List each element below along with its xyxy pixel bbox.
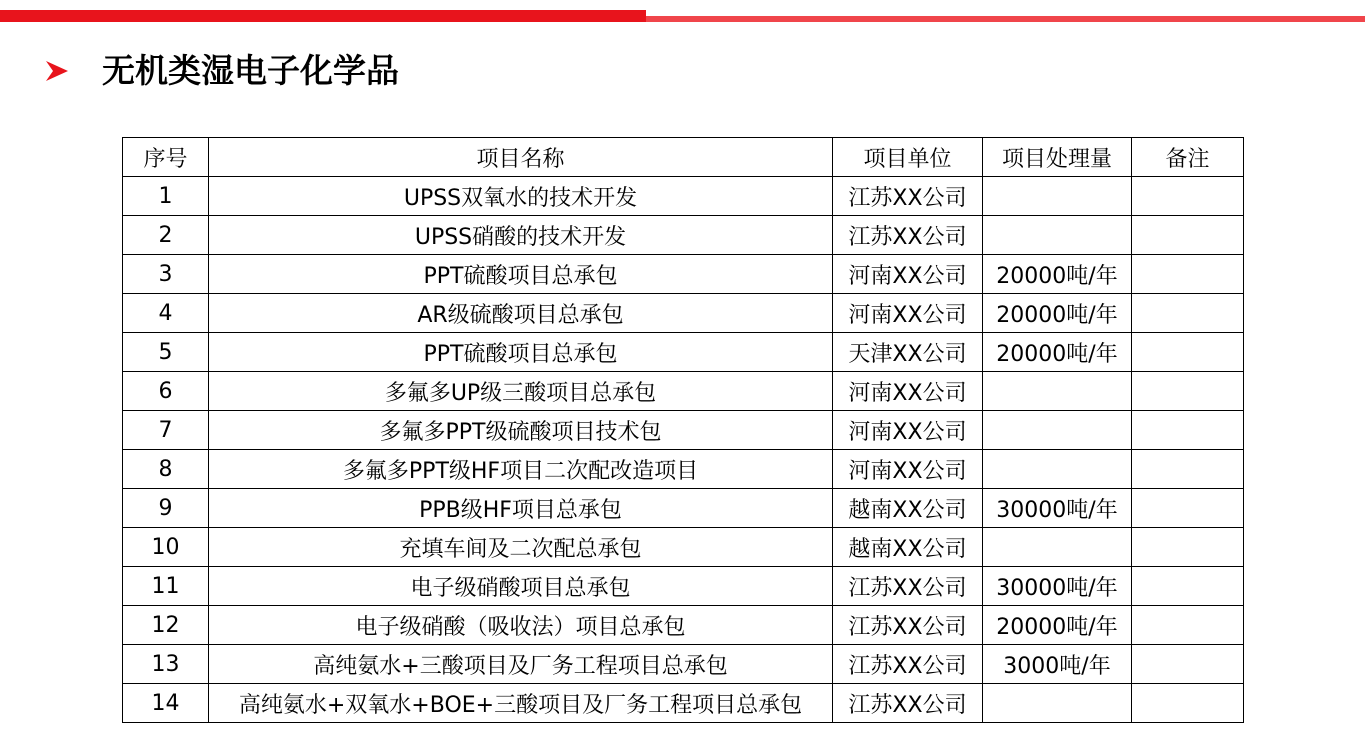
table-cell-capacity: 20000吨/年 xyxy=(983,255,1132,294)
table-row xyxy=(123,606,1244,645)
table-row xyxy=(123,528,1244,567)
table-header-col-company: 项目单位 xyxy=(833,138,983,177)
table-cell-capacity xyxy=(983,177,1132,216)
table-cell-index: 12 xyxy=(123,606,209,645)
table-row xyxy=(123,645,1244,684)
table-cell-remark xyxy=(1132,255,1244,294)
table-cell-index: 8 xyxy=(123,450,209,489)
table-cell-capacity: 20000吨/年 xyxy=(983,606,1132,645)
table-header-col-remark: 备注 xyxy=(1132,138,1244,177)
table-header-row xyxy=(123,138,1244,177)
table-cell-remark xyxy=(1132,333,1244,372)
table-cell-remark xyxy=(1132,411,1244,450)
table-cell-project-name: PPT硫酸项目总承包 xyxy=(209,333,833,372)
table-row xyxy=(123,489,1244,528)
table-cell-remark xyxy=(1132,450,1244,489)
table-cell-company: 江苏XX公司 xyxy=(833,606,983,645)
table-cell-project-name: UPSS硝酸的技术开发 xyxy=(209,216,833,255)
table-row xyxy=(123,684,1244,723)
table-cell-capacity: 3000吨/年 xyxy=(983,645,1132,684)
table-cell-capacity xyxy=(983,411,1132,450)
top-accent-bar-thin xyxy=(646,16,1365,22)
table-cell-index: 11 xyxy=(123,567,209,606)
table-cell-capacity xyxy=(983,684,1132,723)
table-header-col-project-name: 项目名称 xyxy=(209,138,833,177)
table-cell-company: 河南XX公司 xyxy=(833,450,983,489)
table-cell-index: 3 xyxy=(123,255,209,294)
table-row xyxy=(123,333,1244,372)
table-cell-company: 河南XX公司 xyxy=(833,411,983,450)
table-cell-index: 13 xyxy=(123,645,209,684)
table-cell-index: 5 xyxy=(123,333,209,372)
table-row xyxy=(123,177,1244,216)
table-cell-index: 1 xyxy=(123,177,209,216)
top-accent-bar-thick xyxy=(0,10,646,22)
table-cell-company: 越南XX公司 xyxy=(833,528,983,567)
table-cell-project-name: PPB级HF项目总承包 xyxy=(209,489,833,528)
table-row xyxy=(123,450,1244,489)
table-body xyxy=(123,177,1244,723)
table-cell-project-name: 电子级硝酸项目总承包 xyxy=(209,567,833,606)
table-row xyxy=(123,294,1244,333)
table-cell-company: 河南XX公司 xyxy=(833,255,983,294)
table-cell-company: 河南XX公司 xyxy=(833,372,983,411)
table-cell-project-name: 多氟多PPT级HF项目二次配改造项目 xyxy=(209,450,833,489)
table-cell-index: 10 xyxy=(123,528,209,567)
table-cell-company: 越南XX公司 xyxy=(833,489,983,528)
table-cell-index: 7 xyxy=(123,411,209,450)
table-cell-remark xyxy=(1132,294,1244,333)
table-header-col-index: 序号 xyxy=(123,138,209,177)
table-cell-project-name: PPT硫酸项目总承包 xyxy=(209,255,833,294)
table-cell-remark xyxy=(1132,177,1244,216)
table-cell-company: 江苏XX公司 xyxy=(833,177,983,216)
table-cell-company: 天津XX公司 xyxy=(833,333,983,372)
page-title: 无机类湿电子化学品 xyxy=(102,51,399,90)
table-cell-remark xyxy=(1132,372,1244,411)
table-cell-project-name: 高纯氨水+三酸项目及厂务工程项目总承包 xyxy=(209,645,833,684)
table-cell-index: 2 xyxy=(123,216,209,255)
table-cell-project-name: UPSS双氧水的技术开发 xyxy=(209,177,833,216)
table-cell-capacity xyxy=(983,372,1132,411)
table-row xyxy=(123,411,1244,450)
table-cell-project-name: 多氟多UP级三酸项目总承包 xyxy=(209,372,833,411)
table-cell-index: 4 xyxy=(123,294,209,333)
table-header-col-capacity: 项目处理量 xyxy=(983,138,1132,177)
table-cell-project-name: 多氟多PPT级硫酸项目技术包 xyxy=(209,411,833,450)
table-cell-remark xyxy=(1132,606,1244,645)
table-cell-capacity xyxy=(983,216,1132,255)
table-cell-project-name: AR级硫酸项目总承包 xyxy=(209,294,833,333)
table-cell-capacity xyxy=(983,528,1132,567)
table-cell-index: 9 xyxy=(123,489,209,528)
table-cell-capacity: 20000吨/年 xyxy=(983,294,1132,333)
table-cell-remark xyxy=(1132,489,1244,528)
projects-table xyxy=(122,137,1244,723)
table-cell-index: 14 xyxy=(123,684,209,723)
table-cell-company: 江苏XX公司 xyxy=(833,684,983,723)
table-cell-capacity xyxy=(983,450,1132,489)
table-cell-project-name: 电子级硝酸（吸收法）项目总承包 xyxy=(209,606,833,645)
table-cell-company: 河南XX公司 xyxy=(833,294,983,333)
table-cell-remark xyxy=(1132,684,1244,723)
table-cell-project-name: 充填车间及二次配总承包 xyxy=(209,528,833,567)
triangle-right-arrow-icon xyxy=(44,58,70,84)
table-cell-remark xyxy=(1132,567,1244,606)
table-row xyxy=(123,216,1244,255)
table-row xyxy=(123,567,1244,606)
table-cell-remark xyxy=(1132,645,1244,684)
table-cell-capacity: 20000吨/年 xyxy=(983,333,1132,372)
table-row xyxy=(123,255,1244,294)
table-row xyxy=(123,372,1244,411)
table-cell-remark xyxy=(1132,528,1244,567)
table-cell-company: 江苏XX公司 xyxy=(833,216,983,255)
table-cell-index: 6 xyxy=(123,372,209,411)
table-cell-capacity: 30000吨/年 xyxy=(983,567,1132,606)
table-cell-company: 江苏XX公司 xyxy=(833,567,983,606)
table-header xyxy=(123,138,1244,177)
table-cell-remark xyxy=(1132,216,1244,255)
table-cell-capacity: 30000吨/年 xyxy=(983,489,1132,528)
table-cell-project-name: 高纯氨水+双氧水+BOE+三酸项目及厂务工程项目总承包 xyxy=(209,684,833,723)
table-cell-company: 江苏XX公司 xyxy=(833,645,983,684)
